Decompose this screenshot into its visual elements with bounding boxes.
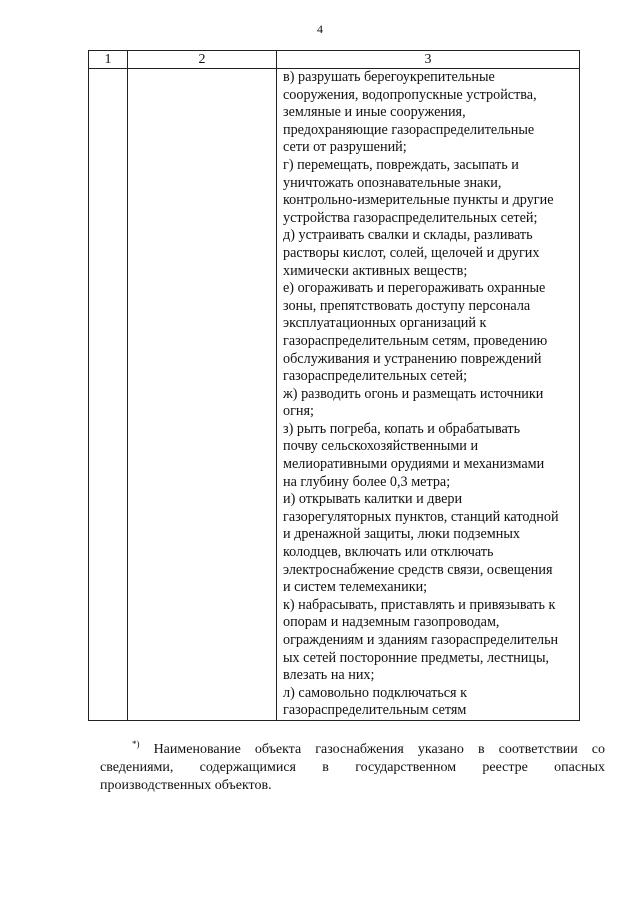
text-line: опорам и надземным газопроводам, (283, 614, 500, 631)
text-line: почву сельскохозяйственными и (283, 438, 479, 455)
text-line: ограждениям и зданиям газораспределительн (283, 632, 559, 648)
text-line: уничтожать опознавательные знаки, (283, 174, 502, 191)
text-line: влезать на них; (283, 667, 375, 684)
text-line: предохраняющие газораспределительные (283, 121, 535, 138)
text-line: в) разрушать берегоукрепительные (283, 69, 495, 85)
text-line: электроснабжение средств связи, освещения (283, 561, 553, 578)
header-col-3: 3 (277, 51, 580, 69)
text-line: г) перемещать, повреждать, засыпать и (283, 156, 519, 173)
text-line: д) устраивать свалки и склады, разливать (283, 227, 533, 244)
text-line: л) самовольно подключаться к (283, 684, 468, 701)
text-line: контрольно-измерительные пункты и другие (283, 192, 554, 209)
page-number: 4 (317, 22, 323, 36)
text-line: газораспределительным сетям (283, 702, 467, 719)
text-line: обслуживания и устранению повреждений (283, 350, 542, 367)
text-line: колодцев, включать или отключать (283, 544, 494, 561)
footnote-marker: *) (132, 739, 140, 749)
cell-col-1 (89, 69, 128, 721)
text-line: газорегуляторных пунктов, станций катодной (283, 508, 559, 525)
cell-col-3 (277, 69, 580, 721)
table-row (89, 69, 580, 721)
header-col-2: 2 (128, 51, 277, 69)
footnote-text: Наименование объекта газоснабжения указано в соответствии со сведениями, содержащимися в государственном реестре опасных производственных объектов. (100, 742, 605, 793)
prohibitions-text (277, 69, 579, 720)
text-line: сооружения, водопропускные устройства, (283, 86, 537, 103)
text-line: з) рыть погреба, копать и обрабатывать (283, 420, 521, 437)
text-line: и дренажной защиты, люки подземных (283, 526, 520, 543)
text-line: ых сетей посторонние предметы, лестницы, (283, 649, 550, 666)
text-line: устройства газораспределительных сетей; (283, 209, 538, 226)
text-line: и) открывать калитки и двери (283, 491, 463, 508)
cell-col-2 (128, 69, 277, 721)
text-line: газораспределительным сетям, проведению (283, 332, 548, 349)
text-line: к) набрасывать, приставлять и привязывать к (283, 596, 556, 613)
text-line: огня; (283, 403, 314, 420)
text-line: земляные и иные сооружения, (283, 104, 466, 121)
header-col-1: 1 (89, 51, 128, 69)
text-line: эксплуатационных организаций к (283, 315, 487, 332)
text-line: и систем телемеханики; (283, 579, 428, 596)
text-line: химически активных веществ; (283, 262, 468, 279)
footnote (100, 735, 605, 795)
text-line: на глубину более 0,3 метра; (283, 473, 451, 490)
table-header-row (89, 51, 580, 69)
text-line: зоны, препятствовать доступу персонала (283, 297, 531, 314)
text-line: газораспределительных сетей; (283, 368, 468, 385)
text-line: ж) разводить огонь и размещать источники (283, 385, 544, 402)
text-line: мелиоративными орудиями и механизмами (283, 456, 545, 473)
requirements-table (88, 50, 580, 721)
text-line: сети от разрушений; (283, 139, 407, 156)
text-line: е) огораживать и перегораживать охранные (283, 280, 546, 297)
text-line: растворы кислот, солей, щелочей и других (283, 244, 540, 261)
